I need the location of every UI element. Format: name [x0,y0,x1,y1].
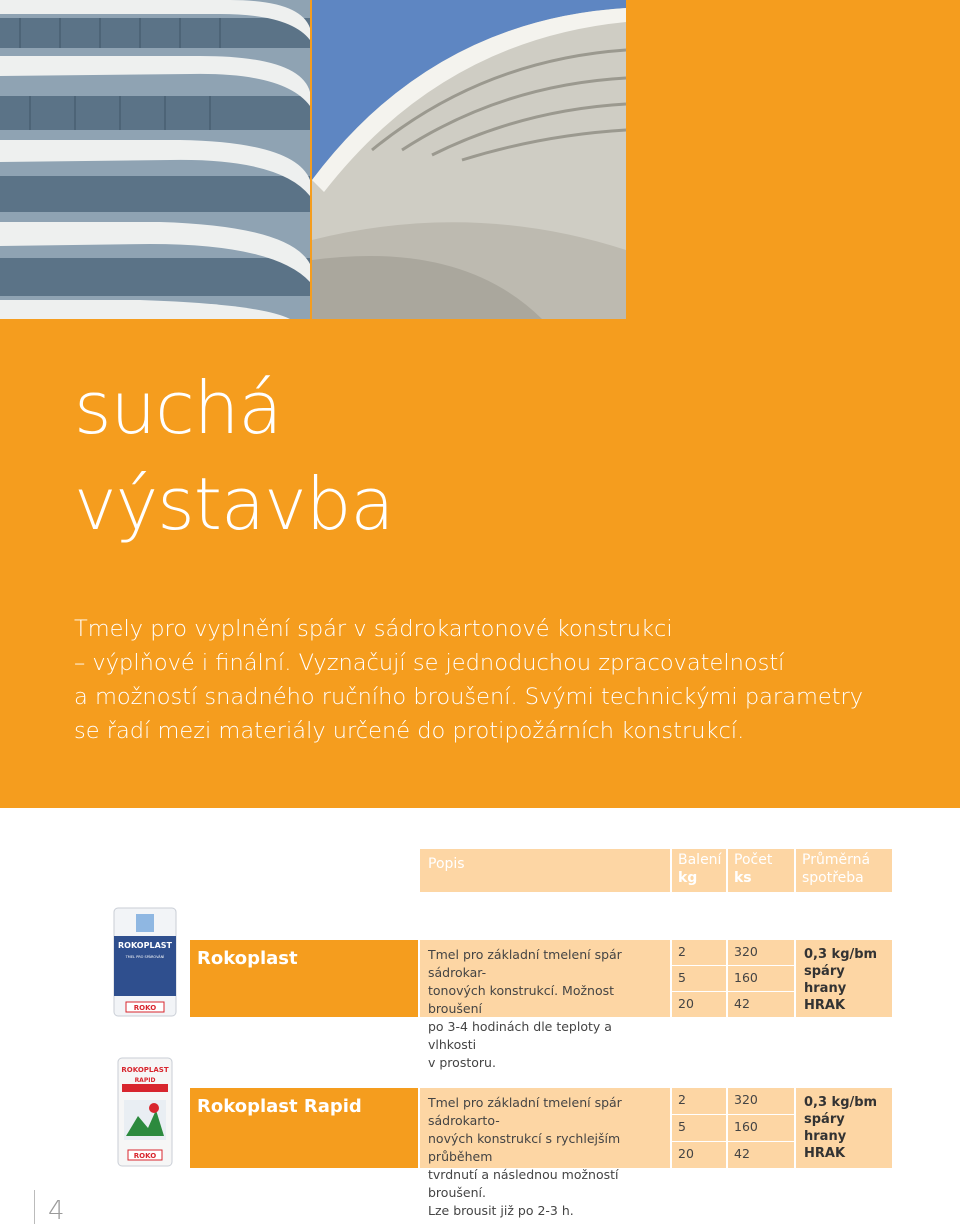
svg-text:ROKOPLAST: ROKOPLAST [118,941,172,950]
header-popis: Popis [420,849,670,892]
intro-paragraph [74,612,914,748]
title-line-1: suchá [74,366,282,450]
page-edge-line [34,1190,35,1224]
baleni-value: 20 [672,1142,726,1168]
svg-text:ROKOPLAST: ROKOPLAST [121,1066,169,1074]
pocet-value: 320 [728,940,794,965]
product-description: Tmel pro základní tmelení spár sádrokar- tonových konstrukcí. Možnost broušení po 3-4 hodinách dle teploty a vlhkosti v prostoru. [420,940,670,1017]
intro-line: a možností snadného ručního broušení. Svými technickými parametry [74,684,864,710]
consumption-value: 0,3 kg/bm spáry hrany HRAK [796,1088,892,1168]
pocet-value: 42 [728,1142,794,1168]
svg-text:TMEL PRO SPÁROVÁNÍ: TMEL PRO SPÁROVÁNÍ [125,955,165,959]
intro-line: – výplňové i finální. Vyznačují se jednoduchou zpracovatelností [74,650,785,676]
intro-line: Tmely pro vyplnění spár v sádrokartonové konstrukci [74,616,673,642]
header-baleni: Balení kg [672,849,726,892]
baleni-value: 2 [672,1088,726,1114]
pocet-value: 160 [728,966,794,991]
pocet-value: 42 [728,992,794,1017]
consumption-value: 0,3 kg/bm spáry hrany HRAK [796,940,892,1017]
product-description: Tmel pro základní tmelení spár sádrokarto- nových konstrukcí s rychlejším průběhem tvrdnutí a následnou možností broušení. Lze brousit již po 2-3 h. [420,1088,670,1168]
product-name: Rokoplast [190,940,418,1017]
roof-photo-right [312,0,626,319]
baleni-value: 2 [672,940,726,965]
product-package-rokoplast [112,906,178,1018]
baleni-value: 5 [672,966,726,991]
svg-text:ROKO: ROKO [133,1152,157,1160]
intro-line: se řadí mezi materiály určené do protipožárních konstrukcí. [74,718,745,744]
svg-text:RAPID: RAPID [134,1077,156,1084]
product-name: Rokoplast Rapid [190,1088,418,1168]
baleni-value: 20 [672,992,726,1017]
page-number: 4 [48,1196,65,1226]
product-package-rokoplast-rapid [116,1056,174,1168]
header-spotreba: Průměrná spotřeba [796,849,892,892]
building-photo-left [0,0,310,319]
baleni-value: 5 [672,1115,726,1141]
title-line-2: výstavba [74,462,394,546]
header-pocet: Počet ks na paletě [728,849,794,892]
pocet-value: 320 [728,1088,794,1114]
svg-text:ROKO: ROKO [133,1004,157,1012]
page-title [74,360,394,552]
pocet-value: 160 [728,1115,794,1141]
